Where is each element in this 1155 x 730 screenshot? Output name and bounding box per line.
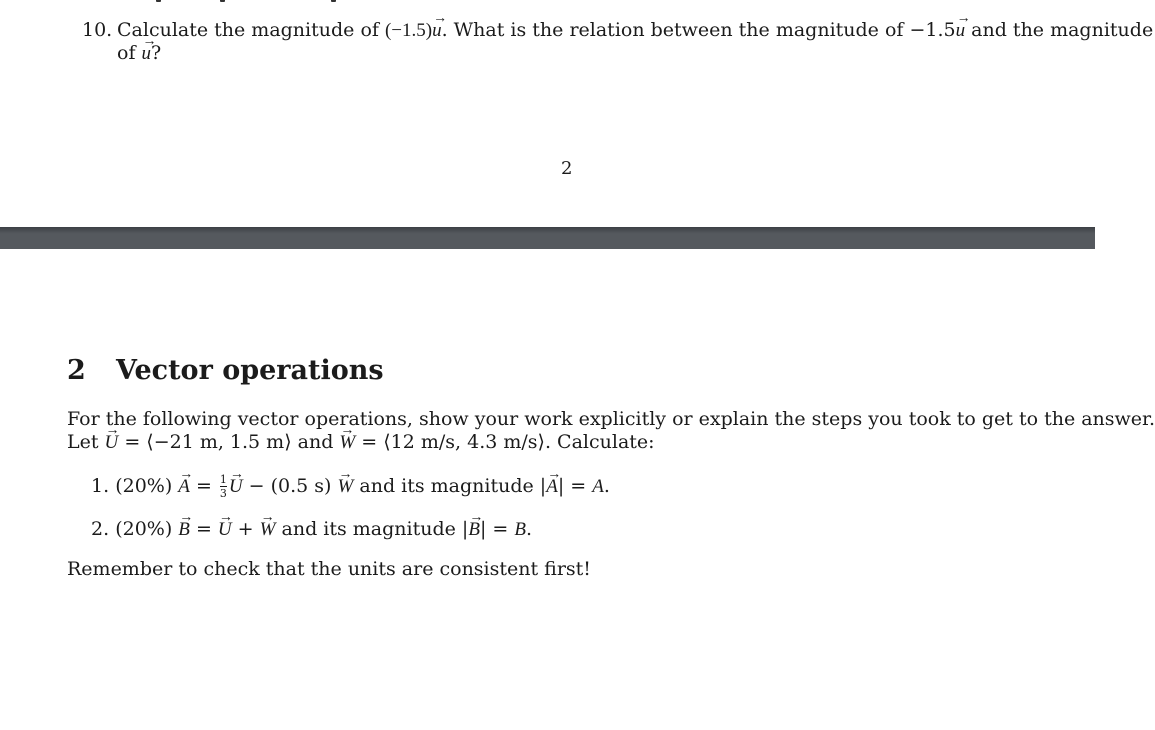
vector-B: → B [178, 518, 190, 541]
vector-u: → u [956, 19, 966, 42]
question-line-1: Calculate the magnitude of (−1.5)→ u. What is the relation between the magnitude of −1.5→ u and the magnitude [117, 19, 1153, 42]
vector-u: → u [432, 19, 442, 42]
question-line-2: of → u? [117, 42, 161, 65]
vector-U: → U [229, 475, 243, 498]
list-item-1: 1. (20%) → A = $\frac{1}{3}$ → U − (0.5 s) → W and its magnitude |→ A| = A. [91, 474, 610, 499]
closing-note: Remember to check that the units are consistent first! [67, 558, 591, 580]
vector-A: → A [546, 475, 558, 498]
vector-U: → U [218, 518, 232, 541]
question-number: 10. [82, 19, 113, 41]
vector-W: → W [338, 475, 354, 498]
page-separator [0, 227, 1095, 249]
page-number: 2 [561, 158, 573, 179]
vector-W: → W [339, 431, 355, 454]
section-heading [67, 355, 384, 386]
intro-paragraph-line-2: Let → U = ⟨−21 m, 1.5 m⟩ and → W = ⟨12 m/s, 4.3 m/s⟩. Calculate: [67, 431, 655, 454]
clipped-text-fragment [120, 0, 420, 2]
vector-B: → B [468, 518, 480, 541]
vector-A: → A [178, 475, 190, 498]
section-number: 2 [67, 355, 86, 386]
fraction-one-third: $\frac{1}{3}$ [219, 473, 227, 500]
vector-W: → W [260, 518, 276, 541]
vector-u: → u [142, 42, 152, 65]
intro-paragraph-line-1: For the following vector operations, show your work explicitly or explain the steps you took to get to the answer. [67, 408, 1155, 430]
vector-U: → U [105, 431, 119, 454]
section-title: Vector operations [116, 355, 384, 386]
list-item-2: 2. (20%) → B = → U + → W and its magnitude |→ B| = B. [91, 518, 532, 541]
